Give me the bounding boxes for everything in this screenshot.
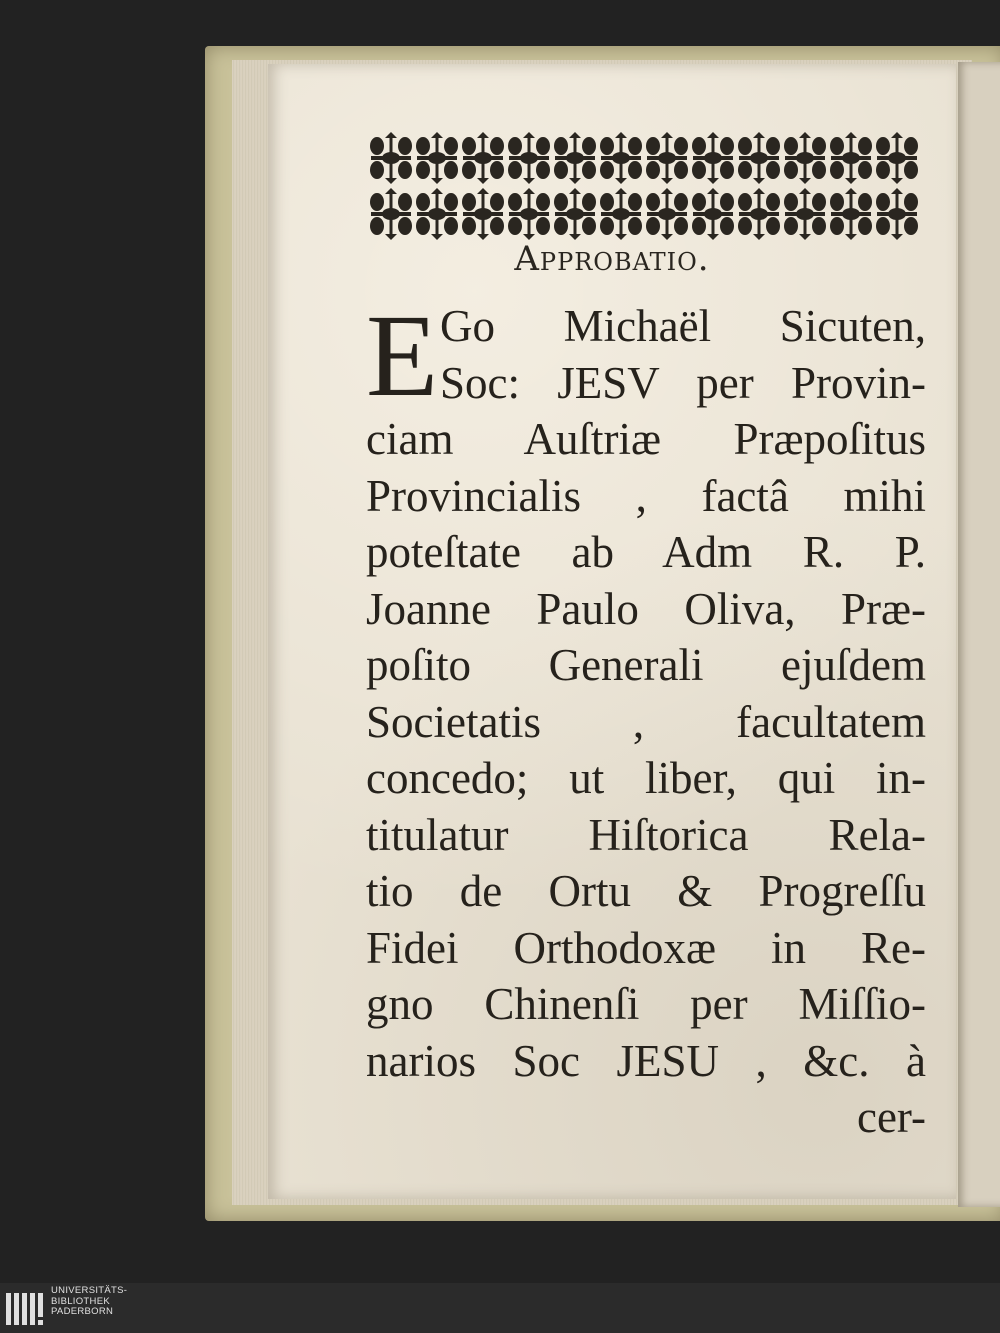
text-line: Joanne Paulo Oliva, Præ- [366, 583, 926, 634]
logo-line: BIBLIOTHEK [51, 1295, 110, 1307]
text-line: Fidei Orthodoxæ in Re- [366, 922, 926, 973]
text-line: gno Chinenſi per Miſſio- [366, 979, 926, 1029]
fleuron [830, 188, 872, 240]
fleuron [600, 188, 642, 240]
text-line: concedo; ut liber, qui in- [366, 753, 926, 803]
fleuron [738, 188, 780, 240]
text-line: Go Michaël Sicuten, [440, 301, 926, 351]
fleuron [370, 132, 412, 184]
fleuron [508, 188, 550, 240]
text-line: titulatur Hiſtorica Rela- [366, 809, 926, 860]
fleuron [416, 132, 458, 184]
drop-cap: E [366, 290, 439, 421]
fleuron [416, 188, 458, 240]
fleuron [462, 188, 504, 240]
footer-bar [0, 1283, 1000, 1333]
fleuron [646, 188, 688, 240]
logo-line: UNIVERSITÄTS- [51, 1285, 128, 1296]
fleuron [692, 132, 734, 184]
fleuron [554, 188, 596, 240]
ornament-band [368, 130, 920, 242]
fleuron [830, 132, 872, 184]
page-heading: Approbatio. [514, 239, 710, 279]
facing-page-edge [958, 62, 1000, 1207]
fleuron [370, 188, 412, 240]
fleuron [646, 132, 688, 184]
text-line: poſito Generali ejuſdem [366, 640, 926, 690]
fleuron [784, 132, 826, 184]
library-logo-icon [5, 1291, 45, 1327]
fleuron [600, 132, 642, 184]
text-line: Societatis , facultatem [366, 696, 926, 747]
library-logo-text [51, 1286, 127, 1318]
text-line: narios Soc JESU , &c. à [366, 1035, 926, 1086]
fleuron [738, 132, 780, 184]
text-line: tio de Ortu & Progreſſu [366, 866, 926, 916]
fleuron [508, 132, 550, 184]
fleuron [462, 132, 504, 184]
fleuron [784, 188, 826, 240]
logo-line: PADERBORN [51, 1306, 114, 1317]
fleuron [876, 132, 918, 184]
text-line: Provincialis , factâ mihi [366, 470, 926, 521]
text-line: poteſtate ab Adm R. P. [366, 527, 926, 577]
fleuron [692, 188, 734, 240]
text-line: ciam Auſtriæ Præpoſitus [366, 414, 926, 464]
fleuron [554, 132, 596, 184]
fleuron [876, 188, 918, 240]
body-text [366, 290, 926, 1146]
book-page [268, 64, 956, 1199]
text-line: Soc: JESV per Provin- [440, 357, 926, 408]
catchword: cer- [856, 1092, 926, 1142]
